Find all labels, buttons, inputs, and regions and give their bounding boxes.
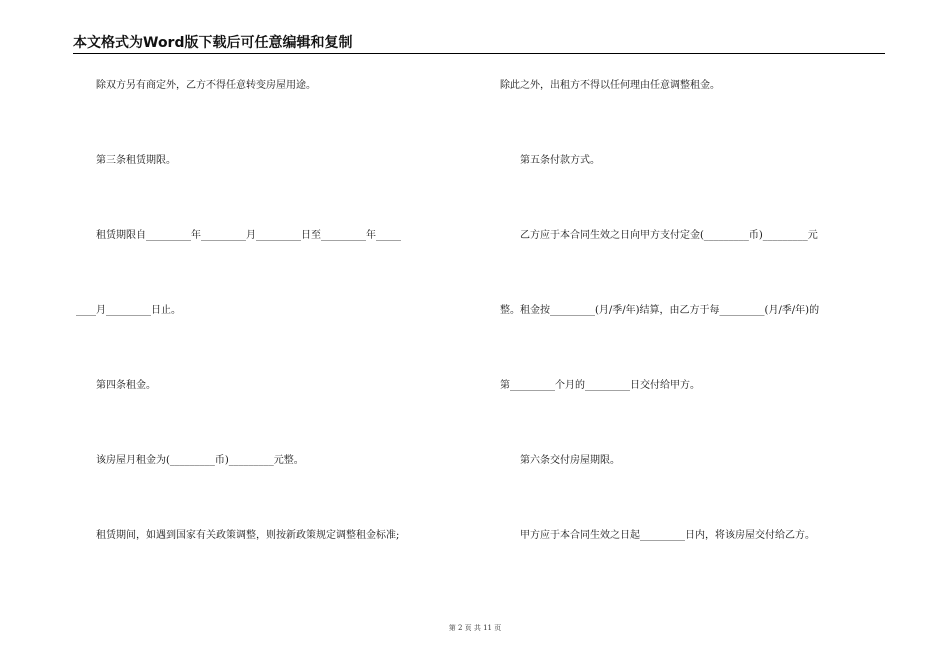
paragraph-delivery-deadline: 甲方应于本合同生效之日起_________日内，将该房屋交付给乙方。	[500, 530, 815, 541]
paragraph-article-6-heading: 第六条交付房屋期限。	[500, 455, 620, 466]
paragraph-deposit-line-1: 乙方应于本合同生效之日向甲方支付定金(_________币)_________元	[500, 230, 818, 241]
paragraph-deposit-line-2: 整。租金按_________(月/季/年)结算，由乙方于每_________(月/季/年)的	[500, 305, 820, 316]
paragraph-article-4-heading: 第四条租金。	[76, 380, 156, 391]
right-column	[500, 0, 900, 672]
paragraph-lease-term-line-2: ____月_________日止。	[76, 305, 181, 316]
paragraph-lease-term-line-1: 租赁期限自_________年_________月_________日至_________年_____	[76, 230, 401, 241]
paragraph-article-5-heading: 第五条付款方式。	[500, 155, 600, 166]
paragraph-monthly-rent: 该房屋月租金为(_________币)_________元整。	[76, 455, 304, 466]
paragraph-rent-adjustment: 租赁期间，如遇到国家有关政策调整，则按新政策规定调整租金标准;	[76, 530, 400, 541]
left-column	[76, 0, 476, 672]
paragraph-usage-restriction: 除双方另有商定外，乙方不得任意转变房屋用途。	[76, 80, 316, 91]
header-title: 本文格式为Word版下载后可任意编辑和复制	[73, 35, 353, 51]
paragraph-deposit-line-3: 第_________个月的_________日交付给甲方。	[500, 380, 700, 391]
paragraph-article-3-heading: 第三条租赁期限。	[76, 155, 176, 166]
paragraph-no-arbitrary-adjustment: 除此之外，出租方不得以任何理由任意调整租金。	[500, 80, 720, 91]
page-number: 第 2 页 共 11 页	[448, 624, 502, 632]
page-footer	[0, 623, 950, 633]
